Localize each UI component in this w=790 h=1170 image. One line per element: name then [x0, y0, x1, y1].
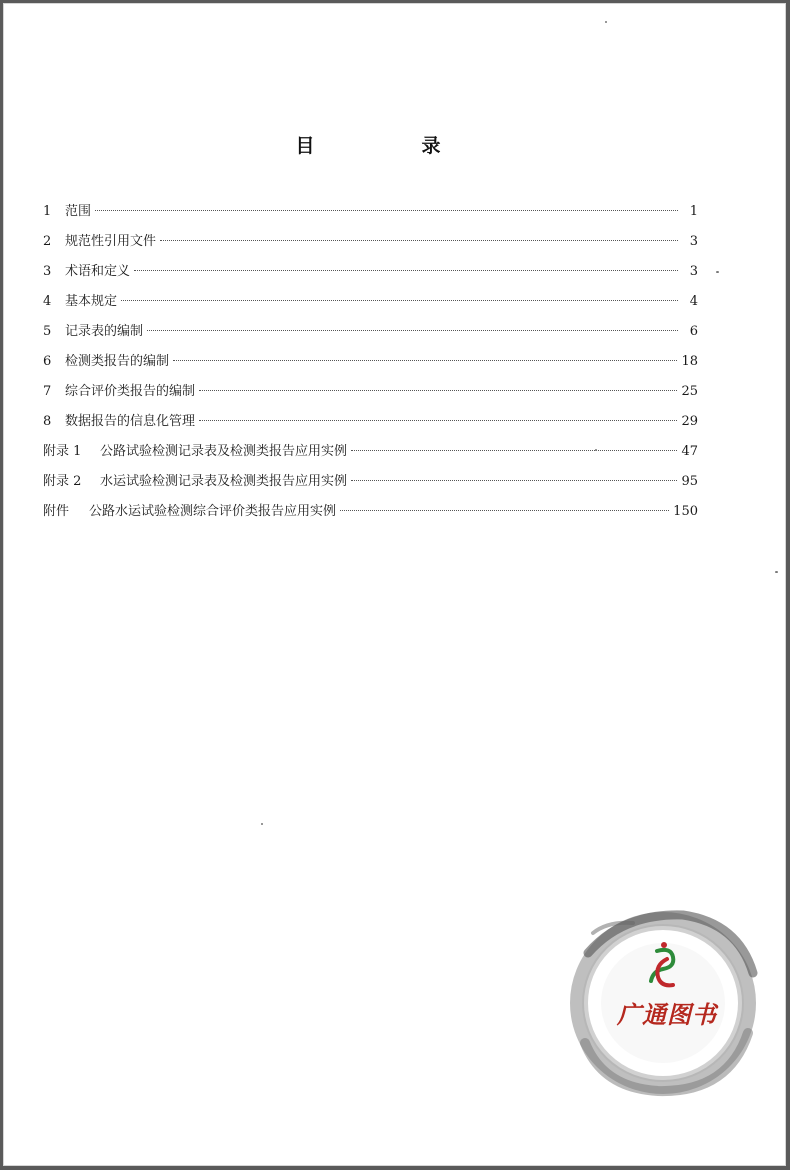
toc-entry-number: 附件: [43, 504, 70, 519]
toc-entry-number: 5: [43, 324, 52, 339]
toc-entry-page: 47: [681, 444, 698, 459]
table-of-contents: [43, 201, 698, 531]
seal-char: 通: [642, 1000, 666, 1029]
toc-entry-label: 数据报告的信息化管理: [65, 414, 196, 429]
toc-entry-page: 25: [681, 384, 698, 399]
toc-entry[interactable]: [43, 471, 698, 501]
dot-leader: [160, 240, 678, 241]
toc-entry[interactable]: [43, 501, 698, 531]
toc-entry[interactable]: [43, 441, 698, 471]
toc-entry[interactable]: [43, 321, 698, 351]
toc-entry-number: 3: [43, 264, 52, 279]
toc-entry-page: 150: [673, 504, 698, 519]
toc-entry-label: 水运试验检测记录表及检测类报告应用实例: [100, 474, 348, 489]
toc-entry-number: 8: [43, 414, 52, 429]
dot-leader: [340, 510, 669, 511]
document-page: [3, 3, 786, 1166]
toc-entry-page: 18: [681, 354, 698, 369]
toc-entry-number: 6: [43, 354, 52, 369]
toc-entry[interactable]: [43, 411, 698, 441]
dot-leader: [351, 480, 677, 481]
seal-char: 图: [667, 1000, 691, 1029]
toc-entry-page: 1: [689, 204, 698, 219]
dot-leader: [134, 270, 678, 271]
seal-char: 书: [692, 1000, 716, 1029]
toc-entry-label: 基本规定: [65, 294, 118, 309]
toc-entry[interactable]: [43, 351, 698, 381]
scan-speck: [595, 449, 597, 451]
dot-leader: [121, 300, 678, 301]
toc-entry-label: 范围: [65, 204, 92, 219]
toc-entry[interactable]: [43, 291, 698, 321]
toc-entry-page: 4: [689, 294, 698, 309]
scan-speck: [605, 21, 607, 23]
toc-entry-page: 29: [681, 414, 698, 429]
toc-entry-number: 附录 2: [43, 474, 82, 489]
seal-text: [616, 1000, 720, 1029]
toc-entry-number: 2: [43, 234, 52, 249]
toc-entry-label: 公路试验检测记录表及检测类报告应用实例: [100, 444, 348, 459]
toc-entry-label: 记录表的编制: [65, 324, 144, 339]
toc-entry-number: 附录 1: [43, 444, 82, 459]
toc-entry[interactable]: [43, 231, 698, 261]
dot-leader: [147, 330, 678, 331]
dot-leader: [95, 210, 678, 211]
toc-entry-page: 3: [689, 264, 698, 279]
toc-entry-label: 公路水运试验检测综合评价类报告应用实例: [89, 504, 337, 519]
toc-entry[interactable]: [43, 261, 698, 291]
toc-entry-label: 术语和定义: [65, 264, 131, 279]
toc-entry-page: 6: [689, 324, 698, 339]
toc-entry-number: 4: [43, 294, 52, 309]
toc-entry-page: 95: [681, 474, 698, 489]
toc-entry-page: 3: [689, 234, 698, 249]
dot-leader: [199, 420, 677, 421]
toc-entry-number: 1: [43, 204, 52, 219]
dot-leader: [199, 390, 677, 391]
dot-leader: [173, 360, 677, 361]
toc-entry-label: 检测类报告的编制: [65, 354, 170, 369]
seal-char: 广: [617, 1000, 641, 1029]
toc-entry-label: 规范性引用文件: [65, 234, 157, 249]
toc-entry-number: 7: [43, 384, 52, 399]
toc-entry[interactable]: [43, 381, 698, 411]
toc-entry[interactable]: [43, 201, 698, 231]
publisher-seal: [563, 893, 763, 1103]
scan-speck: [261, 823, 263, 825]
toc-entry-label: 综合评价类报告的编制: [65, 384, 196, 399]
page-title: 目 录: [295, 135, 485, 157]
scan-speck: [775, 571, 778, 573]
dot-leader: [351, 450, 677, 451]
scan-speck: [716, 271, 719, 273]
